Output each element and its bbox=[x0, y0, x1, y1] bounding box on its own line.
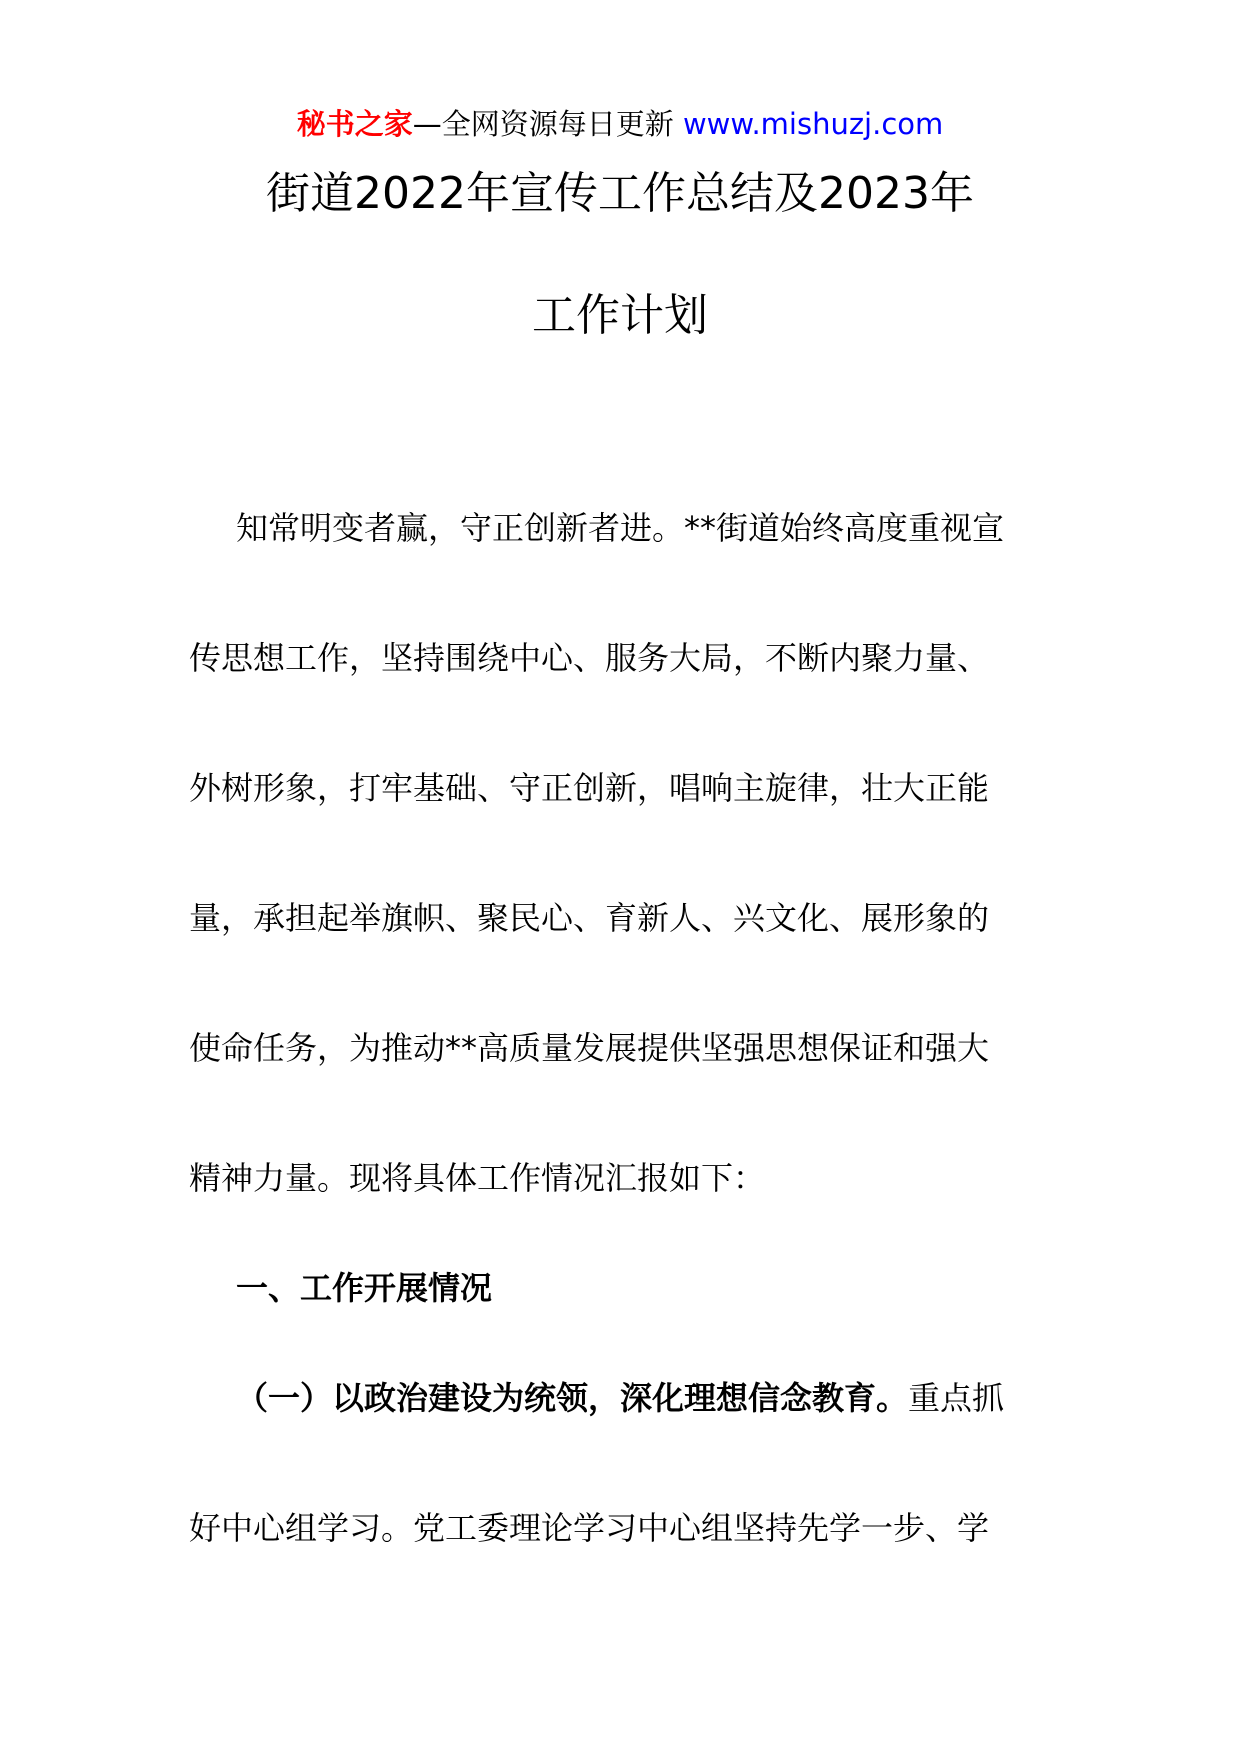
header-url-link[interactable]: www.mishuzj.com bbox=[682, 107, 944, 141]
brand-name: 秘书之家 bbox=[296, 107, 413, 141]
subsection-line bbox=[236, 1378, 1057, 1418]
paragraph-line: 外树形象，打牢基础、守正创新，唱响主旋律，壮大正能 bbox=[189, 769, 990, 807]
paragraph-line: 量，承担起举旗帜、聚民心、育新人、兴文化、展形象的 bbox=[189, 899, 990, 937]
paragraph-line: 使命任务，为推动**高质量发展提供坚强思想保证和强大 bbox=[189, 1029, 990, 1067]
section-heading: 一、工作开展情况 bbox=[236, 1269, 493, 1307]
header-tagline: —全网资源每日更新 bbox=[412, 107, 683, 141]
paragraph-line: 知常明变者赢，守正创新者进。**街道始终高度重视宣 bbox=[236, 509, 1005, 547]
subsection-heading: （一）以政治建设为统领，深化理想信念教育。 bbox=[236, 1379, 909, 1417]
paragraph-line: 好中心组学习。党工委理论学习中心组坚持先学一步、学 bbox=[189, 1509, 990, 1547]
paragraph-line: 传思想工作，坚持围绕中心、服务大局，不断内聚力量、 bbox=[189, 639, 990, 677]
document-title-line-1: 街道2022年宣传工作总结及2023年 bbox=[266, 168, 974, 219]
watermark-header bbox=[0, 104, 1240, 144]
paragraph-line: 精神力量。现将具体工作情况汇报如下： bbox=[189, 1159, 766, 1197]
document-title-line-2: 工作计划 bbox=[532, 290, 708, 341]
subsection-text: 重点抓 bbox=[908, 1379, 1005, 1417]
